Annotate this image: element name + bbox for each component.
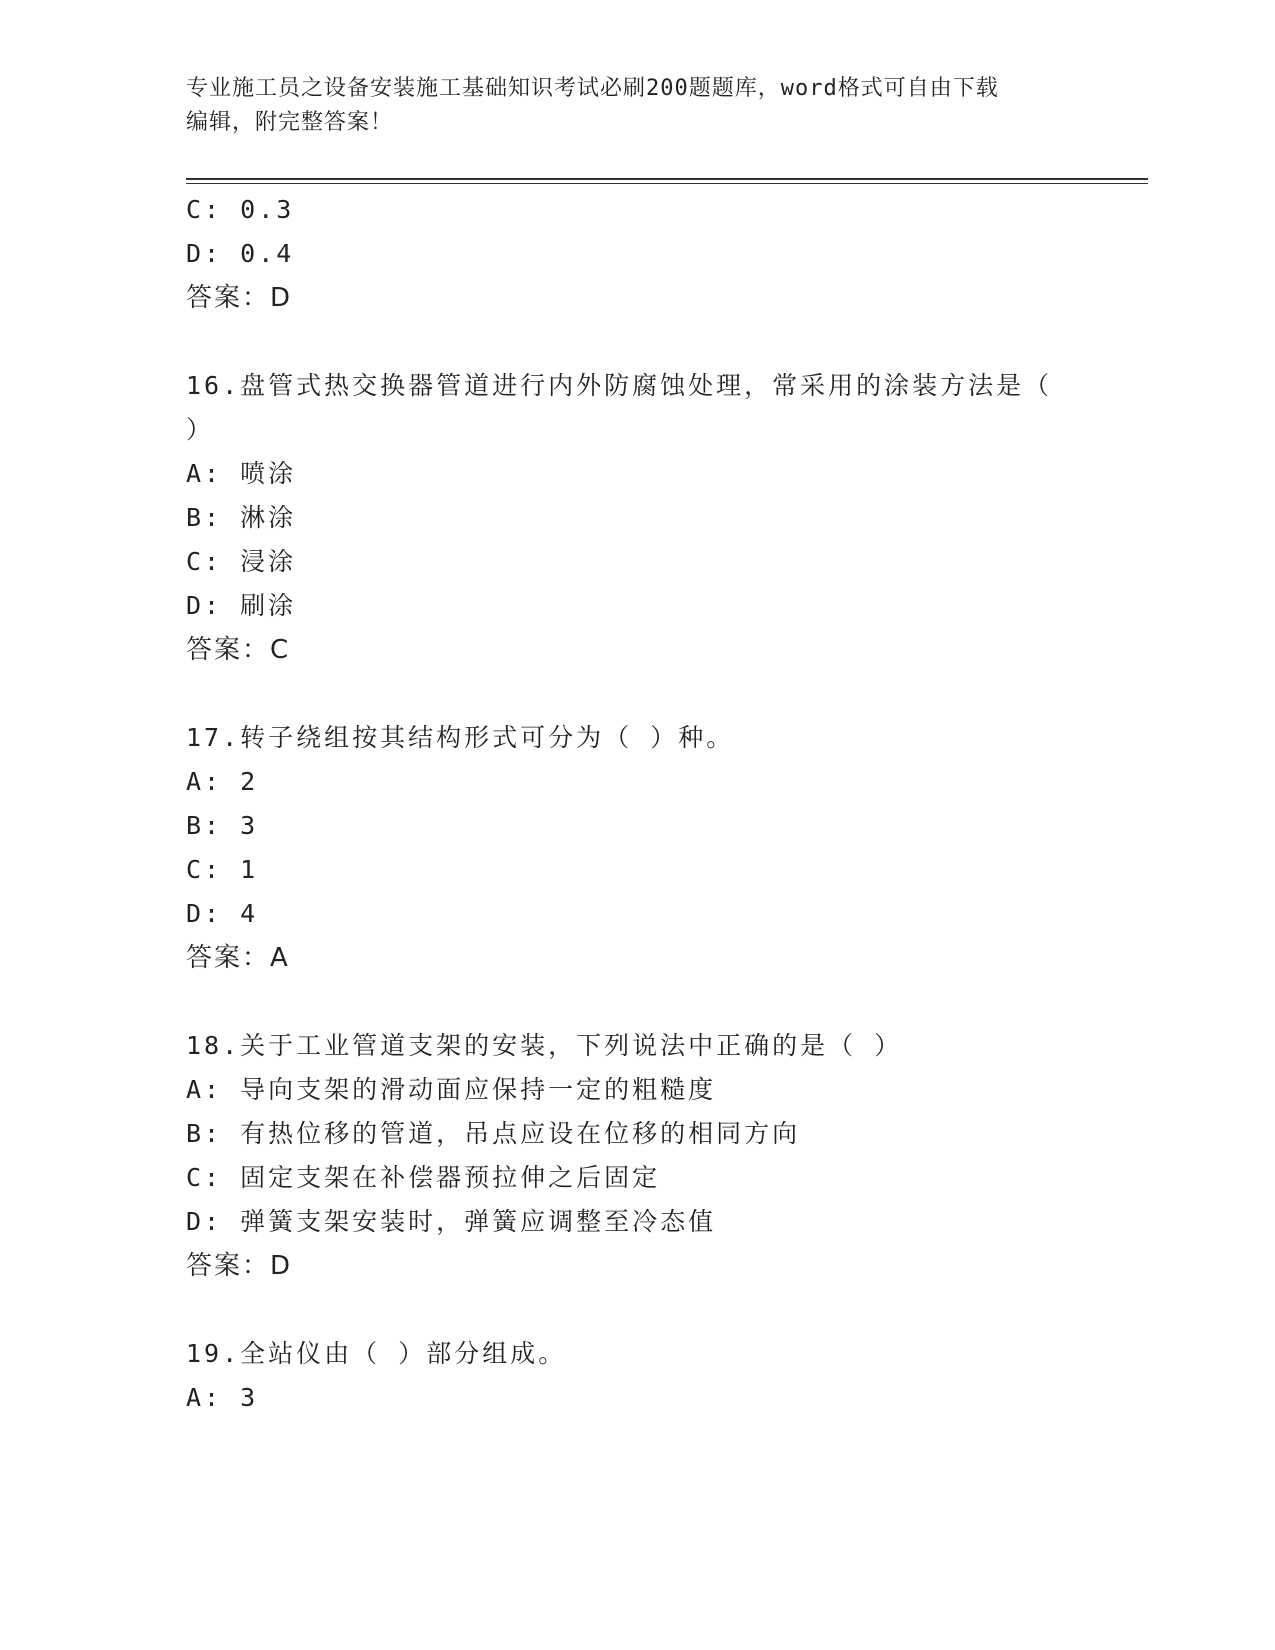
q16-stem-line-1: 16.盘管式热交换器管道进行内外防腐蚀处理，常采用的涂装方法是（ <box>186 371 1053 400</box>
q18-option-d: D: 弹簧支架安装时，弹簧应调整至冷态值 <box>186 1207 717 1236</box>
q18-option-b: B: 有热位移的管道，吊点应设在位移的相同方向 <box>186 1119 801 1148</box>
q15-option-d: D: 0.4 <box>186 239 295 268</box>
q17-option-c: C: 1 <box>186 855 259 884</box>
q15-option-c: C: 0.3 <box>186 195 295 224</box>
q16-option-a: A: 喷涂 <box>186 459 297 488</box>
q17-stem: 17.转子绕组按其结构形式可分为（ ）种。 <box>186 723 735 752</box>
q19-stem: 19.全站仪由（ ）部分组成。 <box>186 1339 567 1368</box>
q17-option-a: A: 2 <box>186 767 259 796</box>
q18-option-a: A: 导向支架的滑动面应保持一定的粗糙度 <box>186 1075 717 1104</box>
q16-option-c: C: 浸涂 <box>186 547 297 576</box>
q18-option-c: C: 固定支架在补偿器预拉伸之后固定 <box>186 1163 661 1192</box>
q17-option-b: B: 3 <box>186 811 259 840</box>
q17-option-d: D: 4 <box>186 899 259 928</box>
header-divider-top <box>186 178 1148 180</box>
q19-option-a: A: 3 <box>186 1383 259 1412</box>
header-line-1: 专业施工员之设备安装施工基础知识考试必刷200题题库，word格式可自由下载 <box>186 76 999 101</box>
document-header <box>186 72 1086 140</box>
header-divider-bottom <box>186 183 1148 184</box>
q16-answer: 答案：C <box>186 635 291 665</box>
q18-answer: 答案：D <box>186 1251 293 1281</box>
q18-stem: 18.关于工业管道支架的安装，下列说法中正确的是（ ） <box>186 1031 903 1060</box>
q16-option-d: D: 刷涂 <box>186 591 297 620</box>
q17-answer: 答案：A <box>186 943 290 973</box>
q16-option-b: B: 淋涂 <box>186 503 297 532</box>
header-line-2: 编辑，附完整答案！ <box>186 110 394 135</box>
q16-stem-line-2: ） <box>186 415 215 444</box>
q15-answer: 答案：D <box>186 283 293 313</box>
